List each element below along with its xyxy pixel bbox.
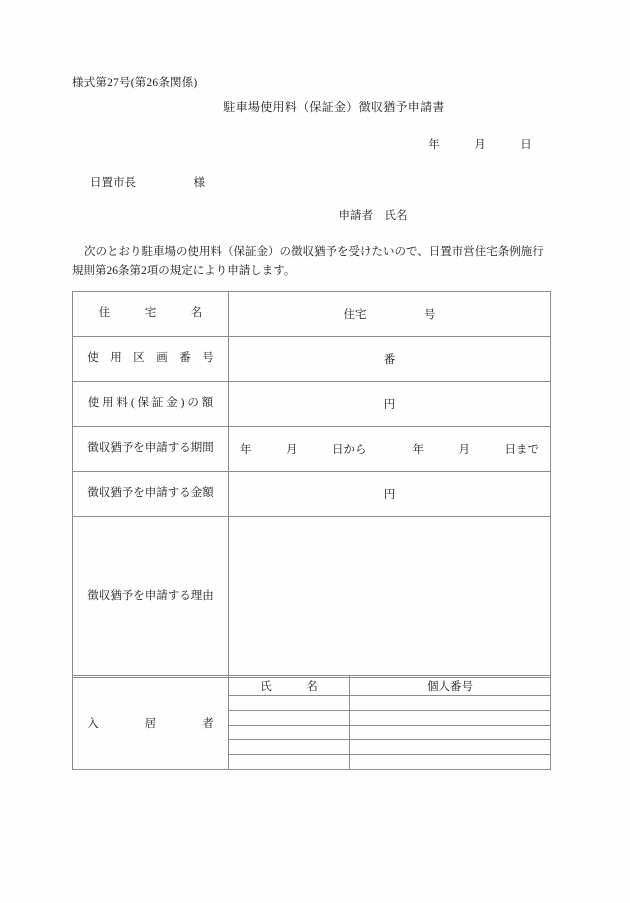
residents-header-my-number: 個人番号 [350,676,551,696]
resident-name-cell[interactable] [229,755,350,770]
resident-name-cell[interactable] [229,725,350,740]
row-label-section-number: 使 用 区 画 番 号 [73,337,229,382]
row-label-deferral-reason: 徴収猶予を申請する理由 [73,517,229,678]
residents-header-row [73,676,551,696]
addressee-line: 日置市長 様 [90,177,205,189]
row-label-deferral-period: 徴収猶予を申請する期間 [73,427,229,472]
table-row-deferral-period [73,427,551,472]
resident-name-cell[interactable] [229,710,350,725]
row-label-deferral-amount: 徴収猶予を申請する金額 [73,472,229,517]
table-row-section-number [73,337,551,382]
residents-table [72,675,551,770]
table-row-deferral-reason [73,517,551,678]
resident-my-number-cell[interactable] [350,710,551,725]
table-row-fee-amount [73,382,551,427]
resident-my-number-cell[interactable] [350,740,551,755]
table-row-housing-name [73,292,551,337]
resident-name-cell[interactable] [229,740,350,755]
row-value-section-number[interactable]: 番 [229,337,551,382]
resident-name-cell[interactable] [229,696,350,711]
document-title: 駐車場使用料（保証金）徴収猶予申請書 [223,100,445,114]
residents-header-name: 氏 名 [229,676,350,696]
applicant-line: 申請者 氏名 [338,210,408,222]
resident-my-number-cell[interactable] [350,696,551,711]
form-code: 様式第27号(第26条関係) [72,77,198,89]
residents-section-label: 入 居 者 [73,676,229,770]
resident-my-number-cell[interactable] [350,725,551,740]
date-line: 年 月 日 [428,139,532,151]
row-value-housing-name[interactable]: 住宅 号 [229,292,551,337]
row-value-fee-amount[interactable]: 円 [229,382,551,427]
application-table [72,291,551,678]
body-line-2: 規則第26条第2項の規定により申請します。 [72,265,296,277]
body-paragraph [72,243,562,281]
row-label-housing-name: 住 宅 名 [73,292,229,337]
row-value-deferral-amount[interactable]: 円 [229,472,551,517]
resident-my-number-cell[interactable] [350,755,551,770]
row-value-deferral-period[interactable]: 年 月 日から 年 月 日まで [229,427,551,472]
table-row-deferral-amount [73,472,551,517]
body-line-1: 次のとおり駐車場の使用料（保証金）の徴収猶予を受けたいので、日置市営住宅条例施行 [84,246,544,258]
row-label-fee-amount: 使 用 料 ( 保 証 金 ) の 額 [73,382,229,427]
row-value-deferral-reason[interactable] [229,517,551,678]
residents-section [72,675,551,770]
